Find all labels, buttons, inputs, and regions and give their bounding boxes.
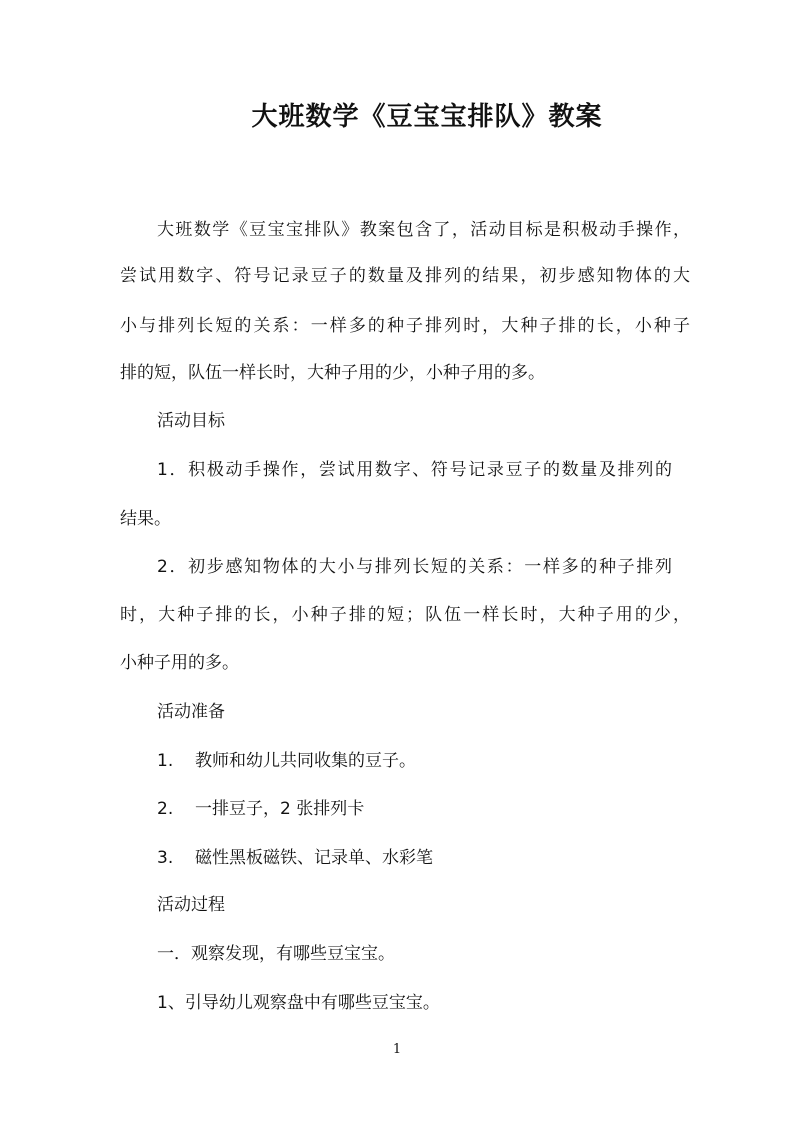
goal-2-line-1: 2．初步感知物体的大小与排列长短的关系：一样多的种子排列 <box>157 557 672 577</box>
prep-item-number: 3. <box>157 848 174 868</box>
document-title: 大班数学《豆宝宝排队》教案 <box>251 102 603 132</box>
page-number: 1 <box>392 1042 402 1057</box>
process-heading: 活动过程 <box>157 895 225 915</box>
prep-item-number: 1. <box>157 751 174 771</box>
process-step-1: 一．观察发现，有哪些豆宝宝。 <box>157 944 395 964</box>
prep-item-text: 磁性黑板磁铁、记录单、水彩笔 <box>195 848 433 868</box>
prep-item-3 <box>157 846 727 870</box>
prep-heading: 活动准备 <box>157 702 225 722</box>
intro-line-1: 大班数学《豆宝宝排队》教案包含了，活动目标是积极动手操作， <box>157 220 690 240</box>
prep-item-text: 教师和幼儿共同收集的豆子。 <box>195 751 416 771</box>
prep-item-number: 2. <box>157 799 174 819</box>
prep-item-1 <box>157 749 727 773</box>
intro-line-4: 排的短，队伍一样长时，大种子用的少，小种子用的多。 <box>120 363 545 383</box>
goals-heading: 活动目标 <box>157 411 225 431</box>
intro-line-2: 尝试用数字、符号记录豆子的数量及排列的结果，初步感知物体的大 <box>120 266 690 286</box>
goal-1-line-1: 1．积极动手操作，尝试用数字、符号记录豆子的数量及排列的 <box>157 460 672 480</box>
goal-2-line-2: 时，大种子排的长，小种子排的短；队伍一样长时，大种子用的少， <box>120 605 690 625</box>
process-step-1-1: 1、引导幼儿观察盘中有哪些豆宝宝。 <box>157 993 440 1013</box>
goal-1-line-2: 结果。 <box>120 509 171 529</box>
intro-line-3: 小与排列长短的关系：一样多的种子排列时，大种子排的长，小种子 <box>120 316 690 336</box>
goal-2-line-3: 小种子用的多。 <box>120 653 239 673</box>
prep-item-2 <box>157 797 727 821</box>
prep-item-text: 一排豆子，2 张排列卡 <box>195 799 365 819</box>
